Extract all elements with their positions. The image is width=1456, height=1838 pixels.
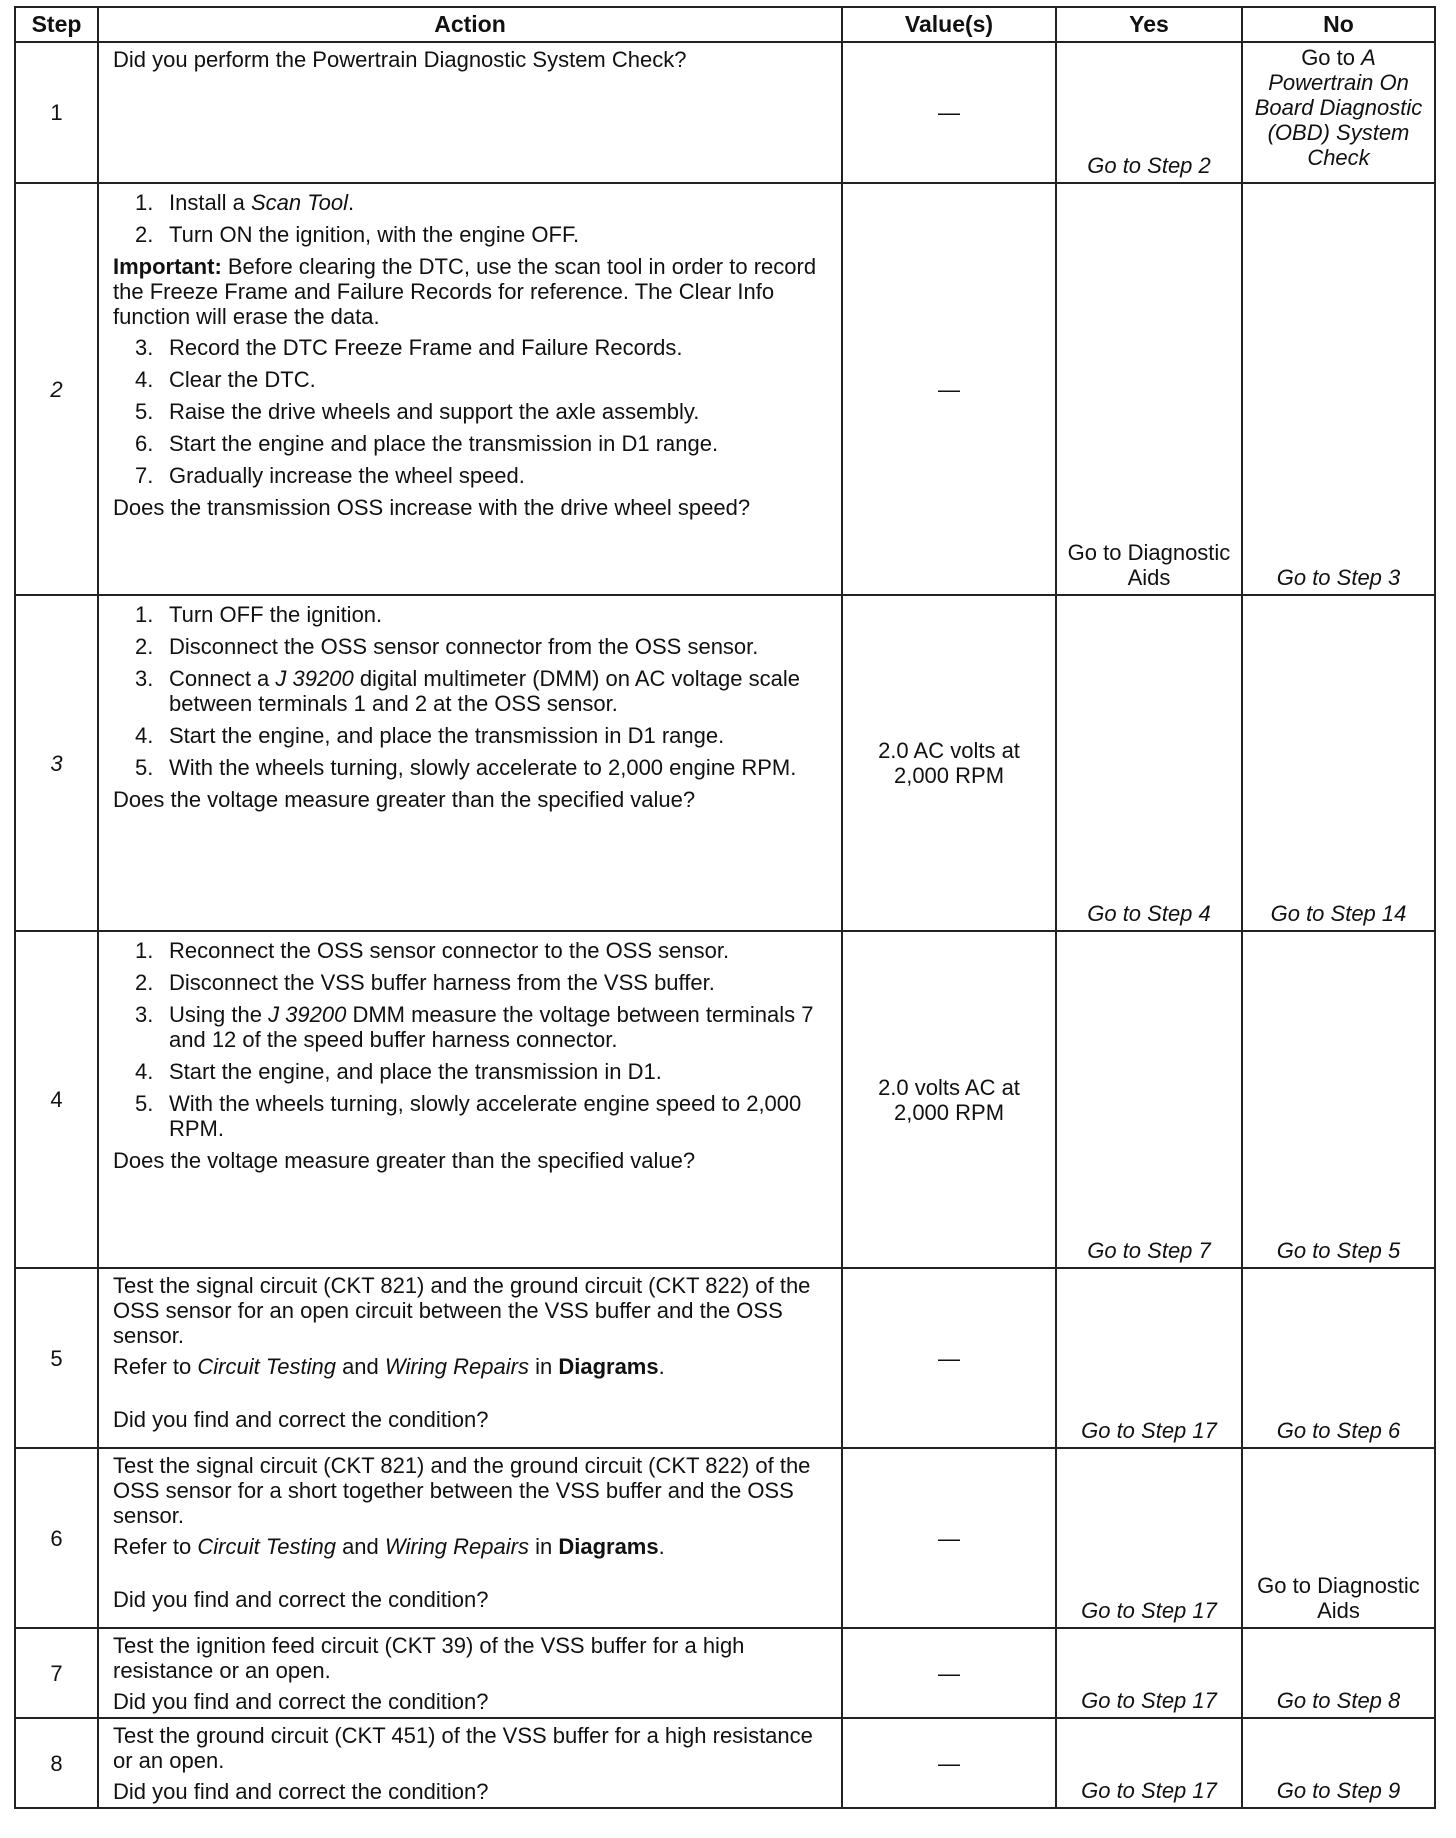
step-number: 4 (15, 931, 98, 1268)
list-item: 2. Disconnect the OSS sensor connector from the OSS sensor. (135, 634, 759, 659)
table-row (15, 595, 1435, 931)
table-row (15, 1628, 1435, 1718)
step-number: 2 (15, 183, 98, 595)
header-yes: Yes (1056, 7, 1242, 42)
action-text: Test the ground circuit (CKT 451) of the VSS buffer for a high resistance or an open. (113, 1723, 813, 1773)
action-cell (98, 931, 842, 1268)
action-question: Did you find and correct the condition? (113, 1587, 489, 1612)
yes-cell: Go to Step 17 (1056, 1268, 1242, 1448)
header-action: Action (98, 7, 842, 42)
no-link-text: A Powertrain On Board Diagnostic (OBD) System Check (1254, 45, 1423, 170)
header-row (15, 7, 1435, 42)
yes-cell: Go to Step 2 (1056, 42, 1242, 183)
table-row (15, 1718, 1435, 1808)
step-number: 6 (15, 1448, 98, 1628)
diagnostic-table-page (14, 6, 1434, 1809)
action-cell (98, 1628, 842, 1718)
action-question: Did you find and correct the condition? (113, 1689, 489, 1714)
refer-text: Refer to Circuit Testing and Wiring Repairs in Diagrams. (113, 1354, 665, 1379)
important-note (113, 254, 829, 329)
header-values: Value(s) (842, 7, 1056, 42)
no-cell: Go to Step 5 (1242, 931, 1435, 1268)
list-item: 1. Reconnect the OSS sensor connector to the OSS sensor. (135, 938, 730, 963)
list-item: 5. With the wheels turning, slowly accelerate engine speed to 2,000 RPM. (135, 1091, 802, 1141)
step-number: 8 (15, 1718, 98, 1808)
table-row (15, 42, 1435, 183)
value-cell: — (842, 42, 1056, 183)
value-cell: 2.0 AC volts at 2,000 RPM (842, 595, 1056, 931)
action-cell (98, 1268, 842, 1448)
step-list (113, 335, 829, 488)
value-cell: — (842, 1628, 1056, 1718)
step-list (113, 190, 829, 247)
list-item: 2. Turn ON the ignition, with the engine OFF. (135, 222, 580, 247)
yes-cell: Go to Step 7 (1056, 931, 1242, 1268)
no-prefix: Go to (1301, 45, 1362, 70)
action-question: Does the voltage measure greater than the specified value? (113, 787, 696, 812)
list-item: 2. Disconnect the VSS buffer harness from the VSS buffer. (135, 970, 715, 995)
no-cell: Go to Step 8 (1242, 1628, 1435, 1718)
value-cell: — (842, 183, 1056, 595)
action-cell (98, 1448, 842, 1628)
action-cell (98, 595, 842, 931)
no-cell: Go to Step 14 (1242, 595, 1435, 931)
action-question: Does the transmission OSS increase with the drive wheel speed? (113, 495, 751, 520)
list-item: 3. Connect a J 39200 digital multimeter (DMM) on AC voltage scale between terminals 1 and 2 at the OSS sensor. (135, 666, 800, 716)
header-step: Step (15, 7, 98, 42)
diagnostic-table (14, 6, 1436, 1809)
value-cell: 2.0 volts AC at 2,000 RPM (842, 931, 1056, 1268)
step-number: 3 (15, 595, 98, 931)
no-cell: Go to Step 3 (1242, 183, 1435, 595)
value-cell: — (842, 1718, 1056, 1808)
list-item: 3. Using the J 39200 DMM measure the voltage between terminals 7 and 12 of the speed buffer harness connector. (135, 1002, 814, 1052)
step-number: 7 (15, 1628, 98, 1718)
table-row (15, 1448, 1435, 1628)
action-question: Did you find and correct the condition? (113, 1779, 489, 1804)
important-text: Before clearing the DTC, use the scan tool in order to record the Freeze Frame and Failure Records for reference. The Clear Info function will erase the data. (113, 254, 817, 329)
action-cell (98, 42, 842, 183)
action-question: Did you find and correct the condition? (113, 1407, 489, 1432)
yes-cell: Go to Step 17 (1056, 1718, 1242, 1808)
no-cell (1242, 42, 1435, 183)
table-row (15, 1268, 1435, 1448)
action-question: Did you perform the Powertrain Diagnostic System Check? (113, 47, 687, 72)
action-text: Test the ignition feed circuit (CKT 39) of the VSS buffer for a high resistance or an open. (113, 1633, 745, 1683)
yes-cell: Go to Step 17 (1056, 1448, 1242, 1628)
no-cell: Go to Diagnostic Aids (1242, 1448, 1435, 1628)
list-item: 4. Start the engine, and place the transmission in D1 range. (135, 723, 725, 748)
list-item: 1. Turn OFF the ignition. (135, 602, 383, 627)
list-item: 3. Record the DTC Freeze Frame and Failure Records. (135, 335, 683, 360)
list-item: 7. Gradually increase the wheel speed. (135, 463, 525, 488)
value-cell: — (842, 1448, 1056, 1628)
list-item: 6. Start the engine and place the transmission in D1 range. (135, 431, 719, 456)
step-list (113, 938, 829, 1141)
yes-cell: Go to Step 17 (1056, 1628, 1242, 1718)
header-no: No (1242, 7, 1435, 42)
action-text: Test the signal circuit (CKT 821) and the ground circuit (CKT 822) of the OSS sensor for an open circuit between the VSS buffer and the OSS sensor. (113, 1273, 811, 1348)
list-item: 5. Raise the drive wheels and support the axle assembly. (135, 399, 700, 424)
list-item: 5. With the wheels turning, slowly accelerate to 2,000 engine RPM. (135, 755, 797, 780)
action-text: Test the signal circuit (CKT 821) and the ground circuit (CKT 822) of the OSS sensor for a short together between the VSS buffer and the OSS sensor. (113, 1453, 811, 1528)
table-row (15, 183, 1435, 595)
action-cell (98, 1718, 842, 1808)
important-label: Important: (113, 254, 222, 279)
yes-cell: Go to Step 4 (1056, 595, 1242, 931)
list-item: 4. Clear the DTC. (135, 367, 316, 392)
refer-text: Refer to Circuit Testing and Wiring Repairs in Diagrams. (113, 1534, 665, 1559)
step-number: 5 (15, 1268, 98, 1448)
yes-cell: Go to Diagnostic Aids (1056, 183, 1242, 595)
action-cell (98, 183, 842, 595)
list-item: 1. Install a Scan Tool. (135, 190, 355, 215)
table-row (15, 931, 1435, 1268)
step-list (113, 602, 829, 780)
action-question: Does the voltage measure greater than the specified value? (113, 1148, 696, 1173)
no-cell: Go to Step 9 (1242, 1718, 1435, 1808)
step-number: 1 (15, 42, 98, 183)
no-cell: Go to Step 6 (1242, 1268, 1435, 1448)
value-cell: — (842, 1268, 1056, 1448)
list-item: 4. Start the engine, and place the transmission in D1. (135, 1059, 662, 1084)
